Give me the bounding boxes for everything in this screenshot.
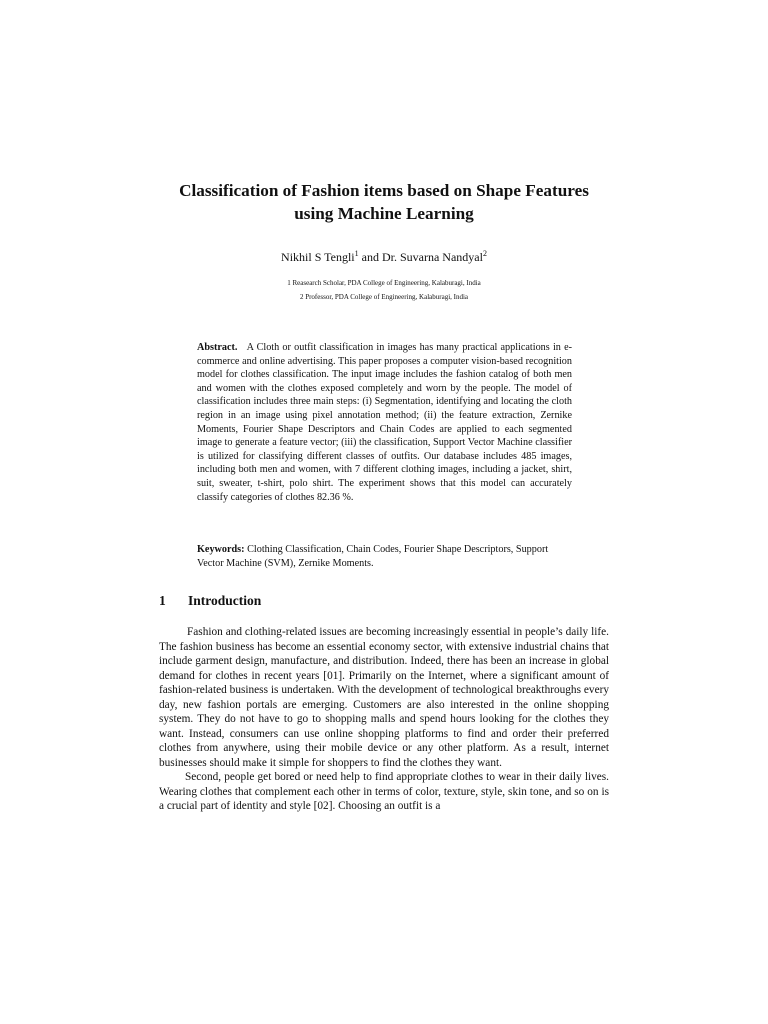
- title-line-1: Classification of Fashion items based on Shape Features: [179, 181, 589, 200]
- section-title: Introduction: [188, 593, 262, 608]
- paragraph: Second, people get bored or need help to find appropriate clothes to wear in their daily lives. Wearing clothes that complement each other in terms of color, texture, style, skin tone, and so on is a crucial part of identity and style [02]. Choosing an outfit is a: [159, 771, 609, 812]
- author-2-affiliation-mark: 2: [482, 249, 487, 258]
- affiliation-2: 2 Professor, PDA College of Engineering, Kalaburagi, India: [299, 293, 469, 301]
- introduction-body: [159, 625, 609, 814]
- affiliation-1: 1 Reasearch Scholar, PDA College of Engineering, Kalaburagi, India: [287, 279, 481, 287]
- author-1: Nikhil S Tengli: [281, 250, 355, 264]
- author-2: Dr. Suvarna Nandyal: [381, 250, 483, 264]
- keywords-label: Keywords:: [197, 544, 245, 555]
- abstract-text: A Cloth or outfit classification in images has many practical applications in e-commerce and online advertising. This paper proposes a computer vision-based recognition model for clothes classification. The input image includes the fashion catalog of both men and women with the clothes exposed completely and worn by the people. The model of classification includes three main steps: (i) Segmentation, identifying and locating the cloth region in an image using pixel annotation method; (ii) the feature extraction, Zernike Moments, Fourier Shape Descriptors and Chain Codes are applied to each segmented image to generate a feature vector; (iii) the classification, Support Vector Machine classifier is utilized for classifying different classes of outfits. Our database includes 485 images, including both men and women, with 7 different clothing images, including a jacket, shirt, suit, sweater, t-shirt, polo shirt. The experiment shows that this model can accurately classify categories of clothes 82.36 %.: [197, 342, 573, 503]
- paragraph: Fashion and clothing-related issues are becoming increasingly essential in people’s daily life. The fashion business has become an essential economy sector, with extensive industrial chains that include garment design, manufacture, and distribution. Indeed, there has been an increase in global demand for clothes in recent years [01]. Primarily on the Internet, where a significant amount of fashion-related business is undertaken. With the development of technological breakthroughs every day, new fashion portals are emerging. Customers are also interested in the online shopping system. They do not have to go to shopping malls and spend hours looking for the clothes they want. Instead, consumers can use online shopping platforms to find and order their preferred clothes from anywhere, using their mobile device or any other platform. As a result, internet businesses should make it simple for shoppers to find the clothes they want.: [159, 626, 609, 769]
- author-separator: and: [358, 250, 382, 264]
- abstract-label: Abstract.: [197, 342, 238, 353]
- author-1-affiliation-mark: 1: [354, 249, 359, 258]
- paper-title: [130, 179, 638, 225]
- keywords-text: Clothing Classification, Chain Codes, Fourier Shape Descriptors, Support Vector Machine (SVM), Zernike Moments.: [197, 544, 549, 569]
- keywords: [197, 543, 572, 570]
- abstract: [197, 341, 572, 504]
- title-line-2: using Machine Learning: [294, 204, 474, 223]
- section-number: 1: [159, 593, 166, 608]
- section-heading-introduction: [159, 592, 261, 609]
- author-list: [130, 250, 638, 265]
